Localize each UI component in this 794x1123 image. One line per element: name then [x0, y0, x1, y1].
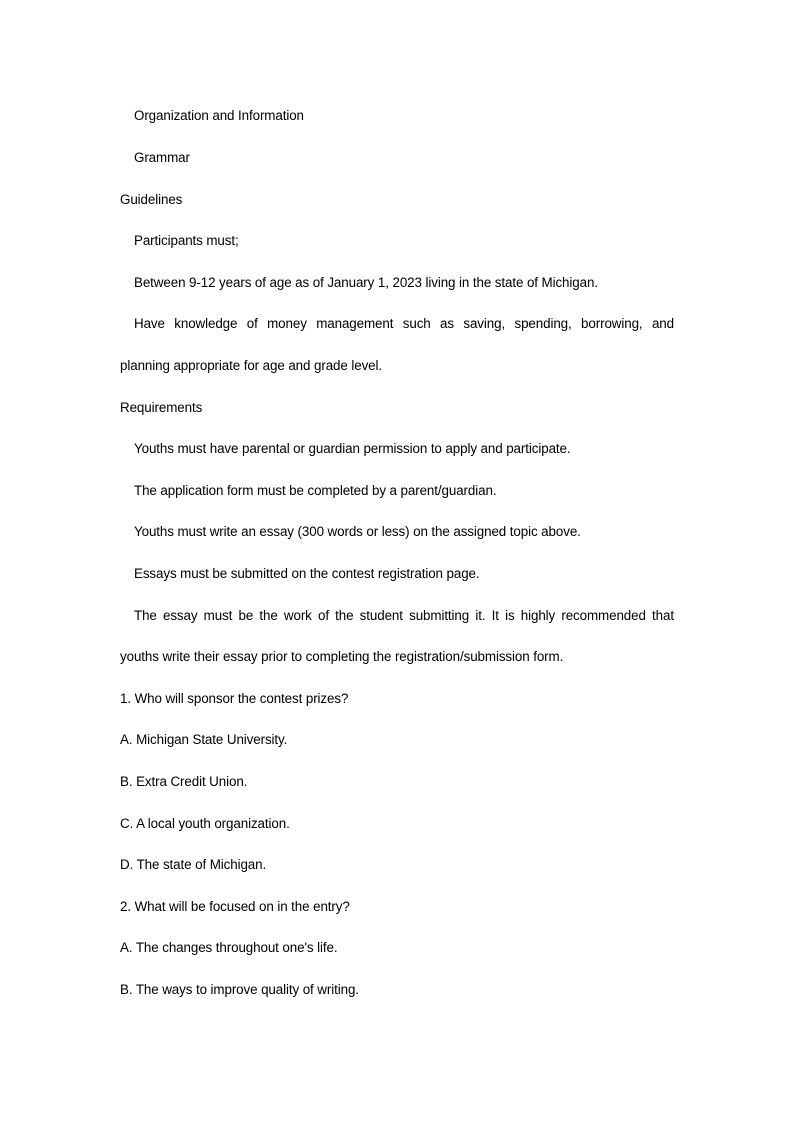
criteria-item: Grammar	[134, 150, 190, 165]
answer-option: C. A local youth organization.	[120, 816, 290, 831]
answer-option: A. Michigan State University.	[120, 732, 288, 747]
answer-option: D. The state of Michigan.	[120, 857, 267, 872]
requirement-item: Essays must be submitted on the contest registration page.	[134, 566, 480, 581]
requirement-item: The application form must be completed by a parent/guardian.	[134, 483, 497, 498]
answer-option: B. The ways to improve quality of writing.	[120, 982, 359, 997]
criteria-item: Organization and Information	[134, 108, 304, 123]
requirement-item: Youths must have parental or guardian permission to apply and participate.	[134, 441, 571, 456]
requirement-work-line1: The essay must be the work of the student submitting it. It is highly recommended that	[134, 608, 674, 623]
guidelines-heading: Guidelines	[120, 192, 183, 207]
guidelines-intro: Participants must;	[134, 233, 239, 248]
requirements-heading: Requirements	[120, 400, 203, 415]
guideline-knowledge-line2: planning appropriate for age and grade level.	[120, 358, 383, 373]
question-prompt: 1. Who will sponsor the contest prizes?	[120, 691, 349, 706]
requirement-item: Youths must write an essay (300 words or less) on the assigned topic above.	[134, 524, 581, 539]
answer-option: A. The changes throughout one's life.	[120, 940, 338, 955]
answer-option: B. Extra Credit Union.	[120, 774, 248, 789]
guideline-knowledge-line1: Have knowledge of money management such as saving, spending, borrowing, and	[134, 316, 674, 331]
question-prompt: 2. What will be focused on in the entry?	[120, 899, 350, 914]
guideline-age: Between 9-12 years of age as of January 1, 2023 living in the state of Michigan.	[134, 275, 598, 290]
requirement-work-line2: youths write their essay prior to completing the registration/submission form.	[120, 649, 564, 664]
